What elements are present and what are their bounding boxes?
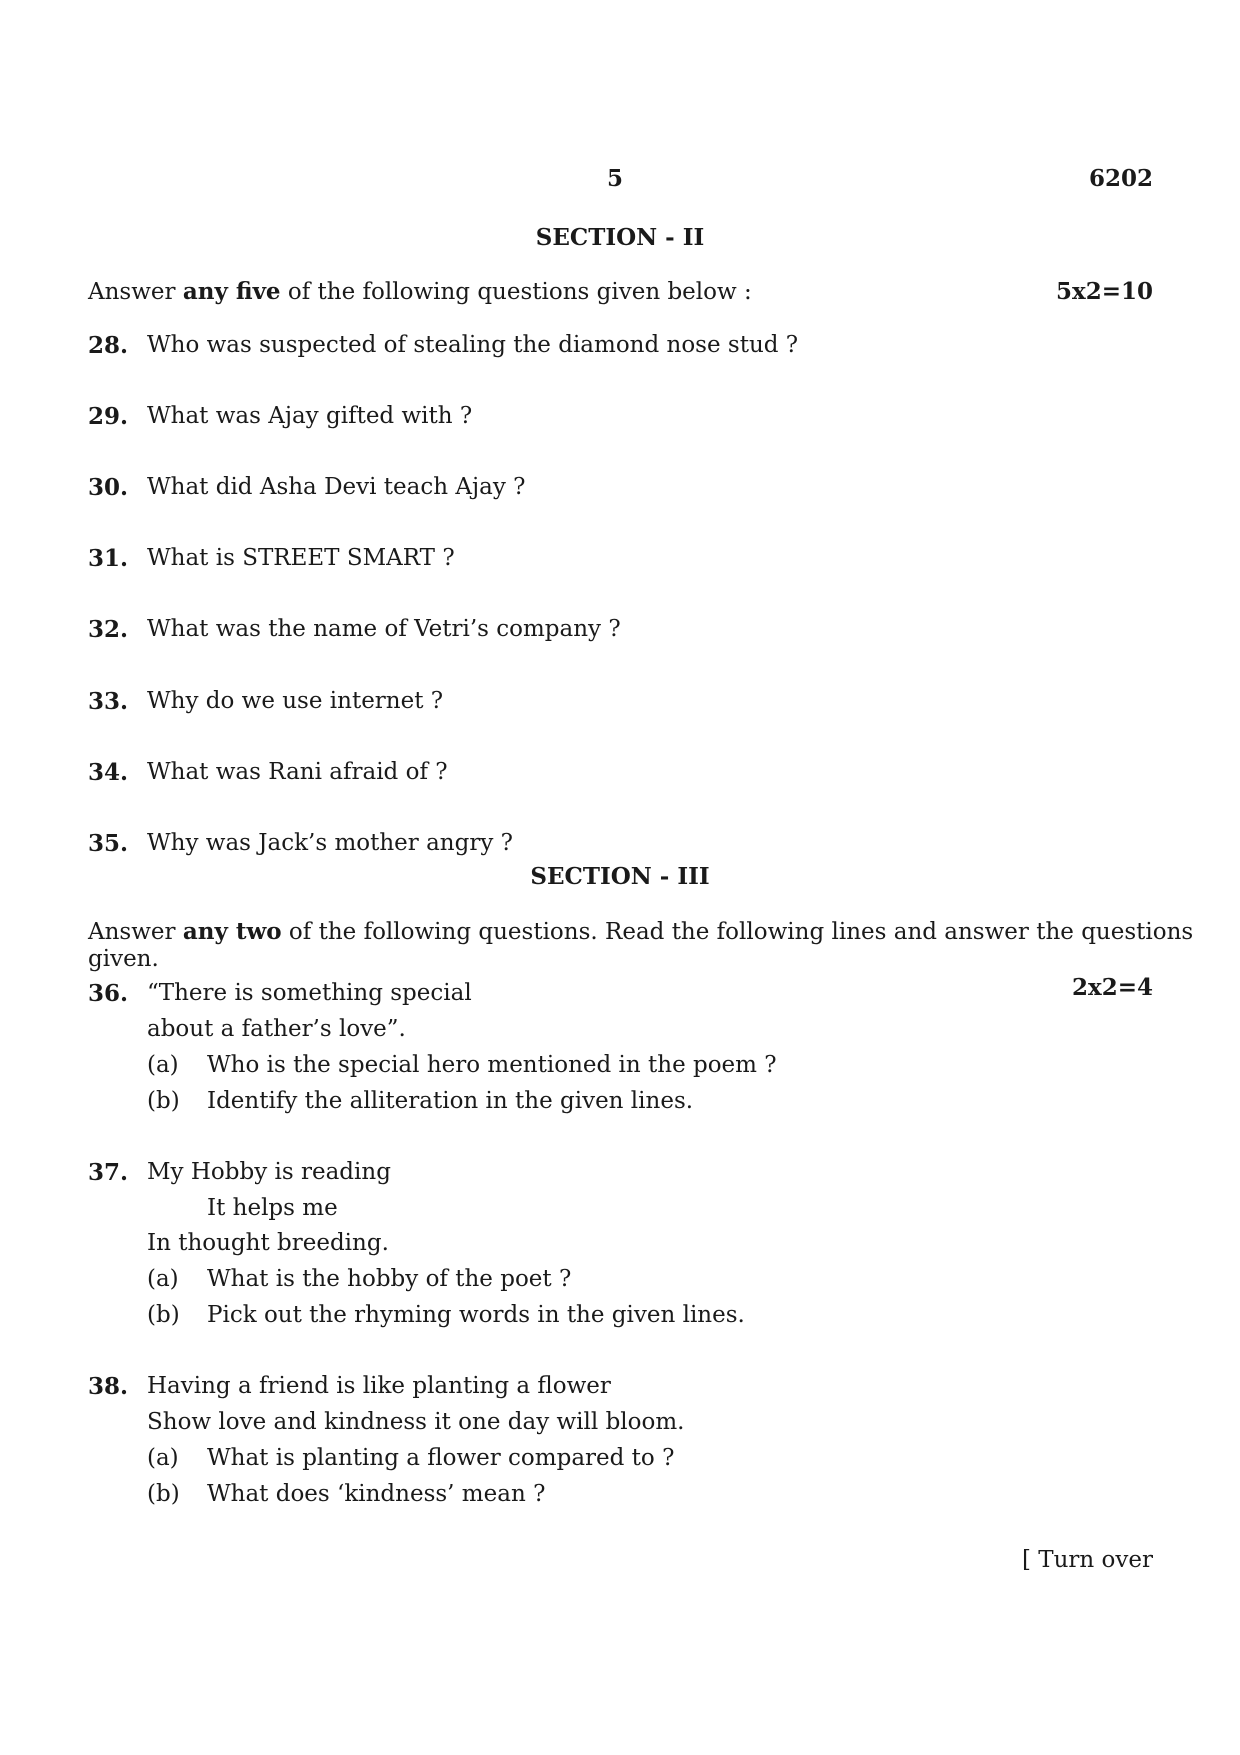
- question-text: What was Rani afraid of ?: [147, 759, 448, 785]
- sub-question-label: (b): [147, 1088, 180, 1114]
- poem-line: about a father’s love”.: [147, 1016, 406, 1042]
- page-number: 5: [607, 165, 624, 192]
- question-number: 33.: [88, 688, 129, 715]
- question-text: What is STREET SMART ?: [147, 545, 455, 571]
- section-3-instruction-line2: given.: [88, 946, 159, 972]
- poem-line: “There is something special: [147, 980, 472, 1006]
- poem-line: In thought breeding.: [147, 1230, 389, 1256]
- poem-line: Having a friend is like planting a flower: [147, 1373, 611, 1399]
- sub-question-text: What does ‘kindness’ mean ?: [207, 1481, 546, 1507]
- question-number: 38.: [88, 1373, 129, 1400]
- sub-question-text: Identify the alliteration in the given lines.: [207, 1088, 694, 1114]
- question-text: What did Asha Devi teach Ajay ?: [147, 474, 526, 500]
- poem-line: Show love and kindness it one day will bloom.: [147, 1409, 685, 1435]
- poem-line: My Hobby is reading: [147, 1159, 391, 1185]
- question-text: Why do we use internet ?: [147, 688, 444, 714]
- section-3-marks: 2x2=4: [1072, 974, 1153, 1001]
- question-number: 29.: [88, 403, 129, 430]
- sub-question-label: (b): [147, 1302, 180, 1328]
- sub-question-label: (a): [147, 1266, 179, 1292]
- section-2-title: SECTION - II: [535, 224, 705, 251]
- paper-code: 6202: [1088, 165, 1153, 192]
- section-2-marks: 5x2=10: [1056, 278, 1153, 305]
- question-text: Who was suspected of stealing the diamond nose stud ?: [147, 332, 799, 358]
- poem-line-indented: It helps me: [207, 1195, 338, 1221]
- question-number: 35.: [88, 830, 129, 857]
- sub-question-text: Who is the special hero mentioned in the poem ?: [207, 1052, 777, 1078]
- sub-question-label: (a): [147, 1052, 179, 1078]
- sub-question-label: (b): [147, 1481, 180, 1507]
- sub-question-text: What is planting a flower compared to ?: [207, 1445, 675, 1471]
- question-number: 30.: [88, 474, 129, 501]
- question-number: 34.: [88, 759, 129, 786]
- sub-question-text: What is the hobby of the poet ?: [207, 1266, 572, 1292]
- sub-question-text: Pick out the rhyming words in the given lines.: [207, 1302, 745, 1328]
- question-text: What was Ajay gifted with ?: [147, 403, 473, 429]
- question-number: 31.: [88, 545, 129, 572]
- question-number: 37.: [88, 1159, 129, 1186]
- section-3-title: SECTION - III: [530, 863, 710, 890]
- question-text: What was the name of Vetri’s company ?: [147, 616, 621, 642]
- turn-over-note: [ Turn over: [1021, 1547, 1153, 1573]
- question-text: Why was Jack’s mother angry ?: [147, 830, 513, 856]
- question-number: 36.: [88, 980, 129, 1007]
- section-3-instruction: Answer any two of the following questions. Read the following lines and answer the questions: [88, 918, 1194, 945]
- sub-question-label: (a): [147, 1445, 179, 1471]
- question-number: 32.: [88, 616, 129, 643]
- question-number: 28.: [88, 332, 129, 359]
- section-2-instruction: Answer any five of the following questions given below :: [88, 278, 752, 305]
